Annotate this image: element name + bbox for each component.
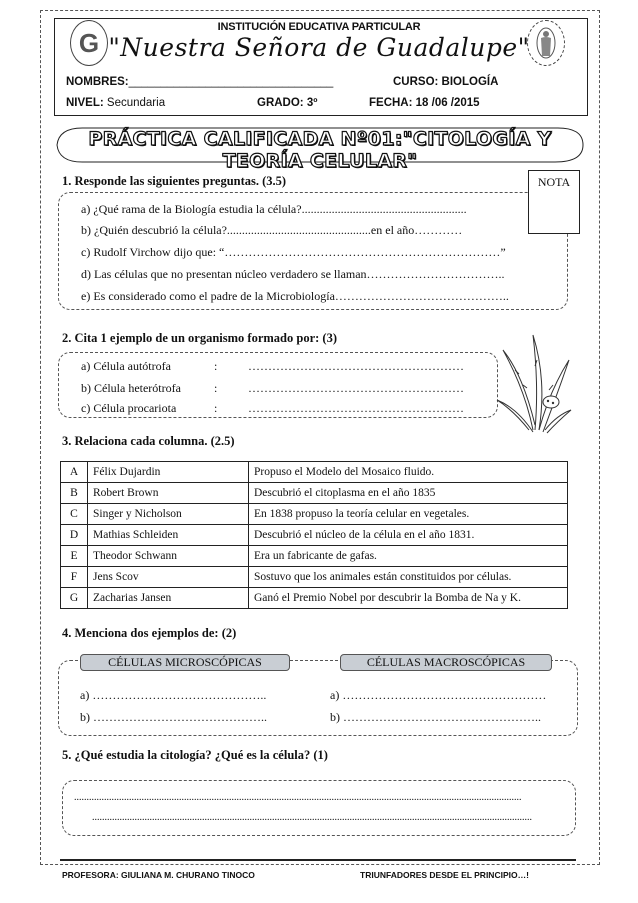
row-description: Propuso el Modelo del Mosaico fluido.	[249, 462, 568, 483]
row-description: En 1838 propuso la teoría celular en vegetales.	[249, 504, 568, 525]
table-row	[61, 504, 568, 525]
nivel-value: Secundaria	[106, 97, 166, 109]
table-row	[61, 462, 568, 483]
row-letter: C	[61, 504, 88, 525]
grado-label: GRADO: 3º	[257, 97, 318, 109]
page-title: PRÁCTICA CALIFICADA Nº01:"CITOLOGÍA Y TEORÍA CELULAR"	[88, 128, 552, 172]
row-name: Zacharias Jansen	[88, 588, 249, 609]
footer-divider	[60, 859, 576, 861]
q1-item-b[interactable]: b) ¿Quién descubrió la célula?................................................en el año…………	[81, 223, 463, 237]
institution-name: INSTITUCIÓN EDUCATIVA PARTICULAR	[217, 21, 421, 33]
q1-item-c[interactable]: c) Rudolf Virchow dijo que: “……………………………………………………………”	[81, 245, 506, 259]
relation-table	[60, 461, 568, 609]
row-letter: A	[61, 462, 88, 483]
q5-box	[62, 780, 576, 836]
q2-item-a-answer[interactable]: ………………………………………………	[248, 359, 464, 373]
q4-left-a[interactable]: a) ……………………………………..	[80, 688, 267, 702]
q1-item-a[interactable]: a) ¿Qué rama de la Biología estudia la célula?.......................................................	[81, 202, 467, 216]
plant-illustration-icon	[495, 330, 573, 435]
q2-item-c-sep: :	[214, 401, 218, 415]
q5-heading: 5. ¿Qué estudia la citología? ¿Qué es la célula? (1)	[62, 748, 328, 762]
q4-right-a[interactable]: a) ……………………………………………	[330, 688, 547, 702]
row-name: Félix Dujardin	[88, 462, 249, 483]
q2-item-b-sep: :	[214, 381, 218, 395]
q1-item-e[interactable]: e) Es considerado como el padre de la Microbiología……………………………………..	[81, 289, 509, 303]
q5-answer-line-2[interactable]: ................................................................................................................................................................................	[92, 812, 532, 823]
nota-label: NOTA	[537, 175, 571, 189]
q1-heading: 1. Responde las siguientes preguntas. (3.5)	[62, 174, 287, 188]
row-name: Singer y Nicholson	[88, 504, 249, 525]
microscopic-cells-header: CÉLULAS MICROSCÓPICAS	[80, 654, 290, 671]
row-letter: G	[61, 588, 88, 609]
q2-item-b-answer[interactable]: ………………………………………………	[248, 381, 464, 395]
row-name: Jens Scov	[88, 567, 249, 588]
nombres-label: NOMBRES:	[66, 76, 129, 88]
nombres-blank[interactable]: ________________________________	[128, 76, 334, 88]
row-name: Mathias Schleiden	[88, 525, 249, 546]
row-name: Robert Brown	[88, 483, 249, 504]
fecha-label: FECHA: 18 /06 /2015	[369, 97, 480, 109]
row-description: Era un fabricante de gafas.	[249, 546, 568, 567]
row-letter: F	[61, 567, 88, 588]
q1-item-d[interactable]: d) Las células que no presentan núcleo verdadero se llaman……………………………..	[81, 267, 505, 281]
nombres-row	[66, 76, 333, 88]
q5-answer-line-1[interactable]: ...................................................................................................................................................................................	[74, 792, 522, 803]
q2-item-a-sep: :	[214, 359, 218, 373]
table-row	[61, 567, 568, 588]
nivel-label: NIVEL:	[66, 97, 104, 109]
curso-label: CURSO: BIOLOGÍA	[393, 76, 499, 88]
school-logo-left: G	[70, 20, 108, 66]
row-letter: B	[61, 483, 88, 504]
school-name: "Nuestra Señora de Guadalupe"	[108, 33, 530, 62]
row-name: Theodor Schwann	[88, 546, 249, 567]
nota-box	[528, 170, 580, 234]
macroscopic-cells-header: CÉLULAS MACROSCÓPICAS	[340, 654, 552, 671]
table-row	[61, 483, 568, 504]
table-row	[61, 525, 568, 546]
q4-left-b[interactable]: b) ……………………………………..	[80, 710, 267, 724]
footer-teacher: PROFESORA: GIULIANA M. CHURANO TINOCO	[62, 870, 255, 880]
q2-heading: 2. Cita 1 ejemplo de un organismo formado por: (3)	[62, 331, 337, 345]
table-row	[61, 588, 568, 609]
row-description: Ganó el Premio Nobel por descubrir la Bomba de Na y K.	[249, 588, 568, 609]
row-description: Sostuvo que los animales están constituidos por células.	[249, 567, 568, 588]
footer-motto: TRIUNFADORES DESDE EL PRINCIPIO…!	[360, 870, 529, 880]
q4-right-b[interactable]: b) …………………………………………..	[330, 710, 541, 724]
q3-heading: 3. Relaciona cada columna. (2.5)	[62, 434, 235, 448]
row-letter: E	[61, 546, 88, 567]
row-description: Descubrió el núcleo de la célula en el año 1831.	[249, 525, 568, 546]
nivel-row	[66, 97, 165, 109]
table-row	[61, 546, 568, 567]
row-letter: D	[61, 525, 88, 546]
q2-item-b-label: b) Célula heterótrofa	[81, 381, 181, 395]
q2-item-a-label: a) Célula autótrofa	[81, 359, 171, 373]
q2-item-c-answer[interactable]: ………………………………………………	[248, 401, 464, 415]
q4-heading: 4. Menciona dos ejemplos de: (2)	[62, 626, 237, 640]
q2-item-c-label: c) Célula procariota	[81, 401, 177, 415]
row-description: Descubrió el citoplasma en el año 1835	[249, 483, 568, 504]
